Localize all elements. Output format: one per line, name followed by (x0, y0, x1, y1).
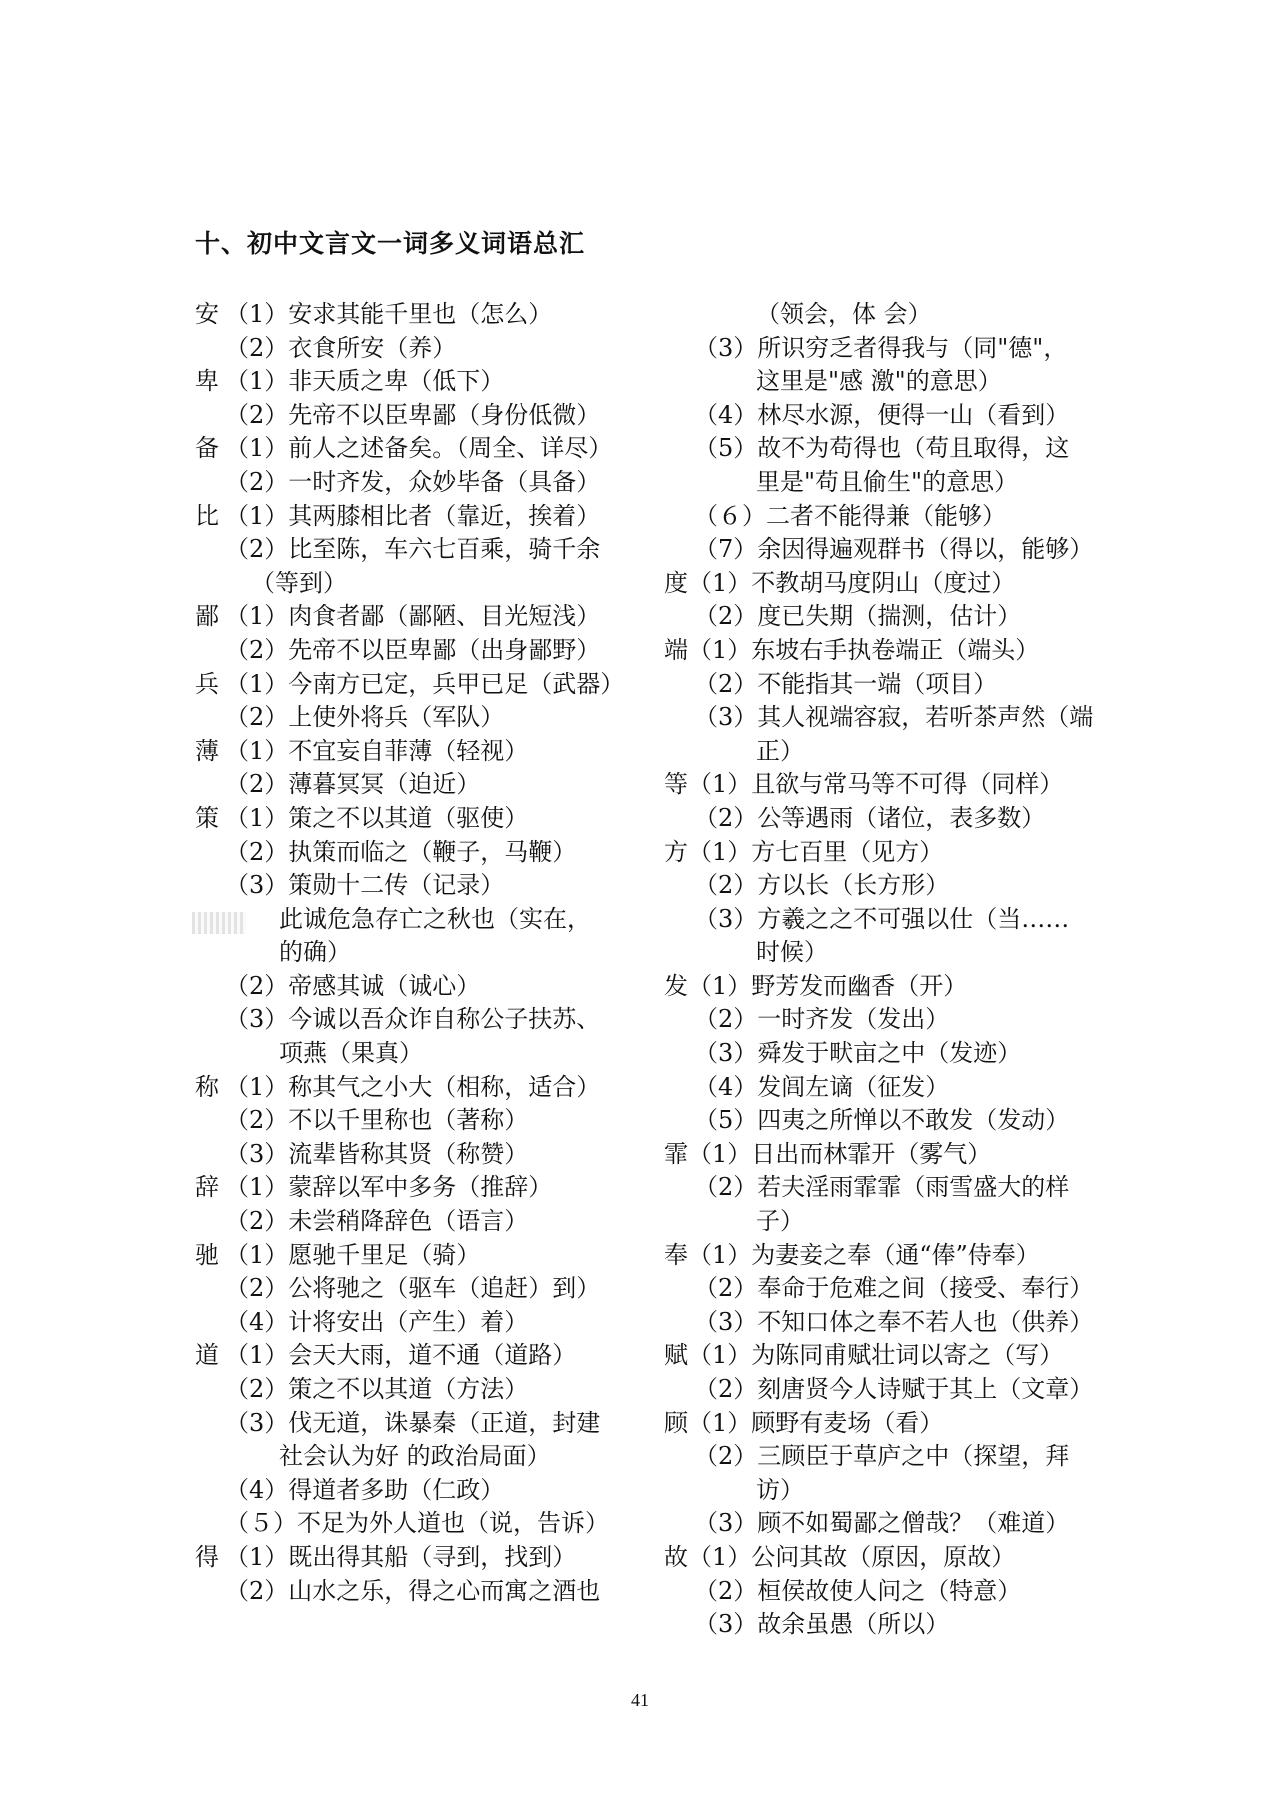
entry-line (664, 1507, 1094, 1541)
headword: 比 (195, 501, 219, 530)
entry-line (195, 668, 640, 702)
entry-text: （1）肉食者鄙（鄙陋、目光短浅） (225, 602, 601, 631)
entry-text: （1）安求其能千里也（怎么） (225, 300, 553, 328)
entry-line (195, 1373, 640, 1407)
headword: 得 (195, 1542, 219, 1571)
entry-text: 正） (756, 736, 804, 765)
entry-line (664, 903, 1094, 937)
entry-line (195, 1440, 640, 1474)
entry-line (195, 298, 640, 332)
entry-text: （1）非天质之卑（低下） (225, 367, 505, 396)
entry-text: （2）公将驰之（驱车（追赶）到） (225, 1274, 601, 1303)
entry-line (195, 1507, 640, 1541)
entry-text: 里是"苟且偷生"的意思） (756, 467, 1019, 496)
entry-text: （2）策之不以其道（方法） (225, 1375, 529, 1403)
entry-text: （3）伐无道，诛暴秦（正道，封建 (225, 1408, 601, 1437)
entry-text: （2）桓侯故使人问之（特意） (694, 1576, 1022, 1605)
entry-text: 度（1）不教胡马度阴山（度过） (664, 568, 1016, 597)
entry-line (664, 970, 1094, 1004)
entry-text: （3）舜发于畎亩之中（发迹） (694, 1039, 1022, 1068)
entry-text: （2）山水之乐，得之心而寓之酒也 (225, 1576, 601, 1605)
entry-line (195, 1205, 640, 1239)
entry-text: （2）不能指其一端（项目） (694, 669, 998, 698)
entry-line (664, 869, 1094, 903)
entry-line (664, 1003, 1094, 1037)
entry-line (195, 1071, 640, 1105)
entry-line (195, 533, 640, 567)
entry-line (664, 1575, 1094, 1609)
entry-text: 社会认为好 的政治局面） (279, 1442, 551, 1471)
entry-text: 端（1）东坡右手执卷端正（端头） (664, 635, 1040, 664)
entry-text: （3）故余虽愚（所以） (694, 1610, 950, 1639)
entry-text: （3）不知口体之奉不若人也（供养） (694, 1307, 1094, 1336)
entry-line (664, 399, 1094, 433)
entry-line (195, 768, 640, 802)
headword: 备 (195, 434, 219, 463)
entry-text: （６）二者不能得兼（能够） (694, 501, 1006, 530)
entry-line (195, 701, 640, 735)
entry-line (195, 365, 640, 399)
entry-text: （2）衣食所安（养） (225, 333, 457, 362)
entry-text: （1）会天大雨，道不通（道路） (225, 1341, 577, 1370)
entry-line (664, 1037, 1094, 1071)
entry-text: （2）薄暮冥冥（迫近） (225, 770, 481, 799)
entry-text: （1）其两膝相比者（靠近，挨着） (225, 501, 601, 530)
entry-text: 时候） (756, 938, 828, 967)
entry-text: 发（1）野芳发而幽香（开） (664, 971, 968, 1000)
entry-text: （等到） (251, 568, 347, 597)
entry-text: （3）其人视端容寂，若听茶声然（端 (694, 703, 1094, 732)
entry-text: （1）蒙辞以军中多务（推辞） (225, 1173, 553, 1202)
entry-line (195, 567, 640, 601)
entry-line (664, 1239, 1094, 1273)
entry-text: 赋（1）为陈同甫赋壮词以寄之（写） (664, 1341, 1064, 1370)
entry-text: （2）未尝稍降辞色（语言） (225, 1207, 529, 1236)
entry-text: （2）公等遇雨（诸位，表多数） (694, 803, 1046, 832)
entry-line (664, 802, 1094, 836)
entry-text: （5）四夷之所惮以不敢发（发动） (694, 1106, 1070, 1135)
entry-line (195, 936, 640, 970)
headword: 称 (195, 1072, 219, 1101)
page-number: 41 (631, 1690, 649, 1710)
entry-text: （1）既出得其船（寻到，找到） (225, 1542, 577, 1571)
entry-line (664, 836, 1094, 870)
entry-text: 这里是"感 激"的意思） (756, 367, 1002, 396)
headword: 安 (195, 300, 219, 328)
entry-line (195, 1003, 640, 1037)
entry-text: （2）一时齐发，众妙毕备（具备） (225, 467, 601, 496)
entry-line (664, 298, 1094, 332)
entry-line (664, 634, 1094, 668)
entry-text: 的确） (279, 938, 351, 967)
entry-line (664, 1306, 1094, 1340)
entry-text: （1）愿驰千里足（骑） (225, 1240, 481, 1269)
entry-line (195, 1541, 640, 1575)
entry-line (664, 1138, 1094, 1172)
headword: 辞 (195, 1173, 219, 1202)
entry-text: （1）今南方已定，兵甲已足（武器） (225, 669, 625, 698)
entry-line (195, 1474, 640, 1508)
entry-text: （3）策勋十二传（记录） (225, 871, 505, 900)
entry-text: （3）所识穷乏者得我与（同"德"， (694, 333, 1068, 362)
entry-text: 项燕（果真） (279, 1039, 423, 1068)
entry-text: 访） (756, 1475, 804, 1504)
entry-text: （1）前人之述备矣。（周全、详尽） (225, 434, 613, 463)
entry-text: （领会，体 会） (756, 300, 932, 328)
headword: 道 (195, 1341, 219, 1370)
entry-text: （3）顾不如蜀鄙之僧哉？（难道） (694, 1509, 1070, 1538)
entry-line (664, 1608, 1094, 1642)
entry-text: （7）余因得遍观群书（得以，能够） (694, 535, 1094, 564)
entry-line (195, 1306, 640, 1340)
entry-text: （2）方以长（长方形） (694, 871, 950, 900)
entry-text: （2）帝感其诚（诚心） (225, 971, 481, 1000)
entry-text: 故（1）公问其故（原因，原故） (664, 1542, 1016, 1571)
right-column (664, 298, 1094, 1642)
headword: 鄙 (195, 602, 219, 631)
entry-line (664, 668, 1094, 702)
entry-text: （3）流辈皆称其贤（称赞） (225, 1139, 529, 1168)
entry-line (664, 1104, 1094, 1138)
entry-line (664, 1474, 1094, 1508)
entry-text: （2）度已失期（揣测，估计） (694, 602, 1022, 631)
entry-line (195, 903, 640, 937)
entry-text: （2）不以千里称也（著称） (225, 1106, 529, 1135)
entry-text: （1）策之不以其道（驱使） (225, 803, 529, 832)
entry-line (664, 1373, 1094, 1407)
entry-text: （4）计将安出（产生）着） (225, 1307, 529, 1336)
entry-line (195, 1037, 640, 1071)
entry-text: （2）三顾臣于草庐之中（探望，拜 (694, 1442, 1070, 1471)
entry-line (195, 332, 640, 366)
headword: 驰 (195, 1240, 219, 1269)
entry-text: 奉（1）为妻妾之奉（通“俸”侍奉） (664, 1240, 1040, 1269)
entry-text: （2）先帝不以臣卑鄙（身份低微） (225, 400, 601, 429)
entry-text: （1）称其气之小大（相称，适合） (225, 1072, 601, 1101)
entry-text: （2）上使外将兵（军队） (225, 703, 505, 732)
entry-line (664, 500, 1094, 534)
entry-line (664, 1272, 1094, 1306)
entry-text: （5）故不为苟得也（苟且取得，这 (694, 434, 1070, 463)
entry-text: （3）今诚以吾众诈自称公子扶苏、 (225, 1005, 601, 1034)
entry-line (664, 600, 1094, 634)
left-column (195, 298, 640, 1608)
entry-line (195, 869, 640, 903)
entry-line (664, 936, 1094, 970)
entry-line (195, 432, 640, 466)
entry-line (664, 701, 1094, 735)
entry-text: 等（1）且欲与常马等不可得（同样） (664, 770, 1064, 799)
entry-line (664, 1339, 1094, 1373)
entry-line (195, 500, 640, 534)
entry-text: 方（1）方七百里（见方） (664, 837, 944, 866)
entry-line (195, 1339, 640, 1373)
entry-line (664, 768, 1094, 802)
entry-line (195, 600, 640, 634)
entry-text: 子） (756, 1207, 804, 1236)
entry-line (195, 735, 640, 769)
entry-text: （2）奉命于危难之间（接受、奉行） (694, 1274, 1094, 1303)
entry-line (664, 432, 1094, 466)
entry-line (664, 1171, 1094, 1205)
entry-text: 此诚危急存亡之秋也（实在， (279, 904, 591, 933)
entry-line (664, 1071, 1094, 1105)
scan-smudge (192, 912, 246, 934)
entry-line (195, 466, 640, 500)
entry-text: （4）发闾左谪（征发） (694, 1072, 950, 1101)
entry-line (195, 970, 640, 1004)
entry-line (664, 567, 1094, 601)
entry-text: （3）方羲之之不可强以仕（当…… (694, 904, 1070, 933)
entry-text: （2）刻唐贤今人诗赋于其上（文章） (694, 1375, 1094, 1403)
entry-line (664, 1440, 1094, 1474)
entry-line (195, 399, 640, 433)
headword: 策 (195, 803, 219, 832)
headword: 薄 (195, 736, 219, 765)
entry-line (664, 1205, 1094, 1239)
entry-line (195, 1104, 640, 1138)
entry-text: （2）执策而临之（鞭子，马鞭） (225, 837, 577, 866)
entry-text: 霏（1）日出而林霏开（雾气） (664, 1139, 992, 1168)
entry-line (664, 1407, 1094, 1441)
entry-text: （５）不足为外人道也（说，告诉） (225, 1509, 609, 1538)
entry-line (195, 1239, 640, 1273)
entry-line (195, 1575, 640, 1609)
entry-line (664, 533, 1094, 567)
page-title: 十、初中文言文一词多义词语总汇 (195, 229, 586, 258)
entry-line (664, 365, 1094, 399)
entry-text: （4）得道者多助（仁政） (225, 1475, 505, 1504)
entry-line (195, 1138, 640, 1172)
entry-line (664, 466, 1094, 500)
entry-text: （2）若夫淫雨霏霏（雨雪盛大的样 (694, 1173, 1070, 1202)
entry-text: 顾（1）顾野有麦场（看） (664, 1408, 944, 1437)
entry-text: （2）比至陈，车六七百乘，骑千余 (225, 535, 601, 564)
entry-line (664, 332, 1094, 366)
entry-line (195, 634, 640, 668)
entry-text: （2）先帝不以臣卑鄙（出身鄙野） (225, 635, 601, 664)
headword: 兵 (195, 669, 219, 698)
entry-text: （2）一时齐发（发出） (694, 1005, 950, 1034)
entry-line (664, 1541, 1094, 1575)
entry-line (195, 836, 640, 870)
entry-line (195, 1171, 640, 1205)
headword: 卑 (195, 367, 219, 396)
entry-line (195, 1407, 640, 1441)
entry-line (195, 802, 640, 836)
entry-line (664, 735, 1094, 769)
entry-line (195, 1272, 640, 1306)
entry-text: （4）林尽水源，便得一山（看到） (694, 400, 1070, 429)
entry-text: （1）不宜妄自菲薄（轻视） (225, 736, 529, 765)
